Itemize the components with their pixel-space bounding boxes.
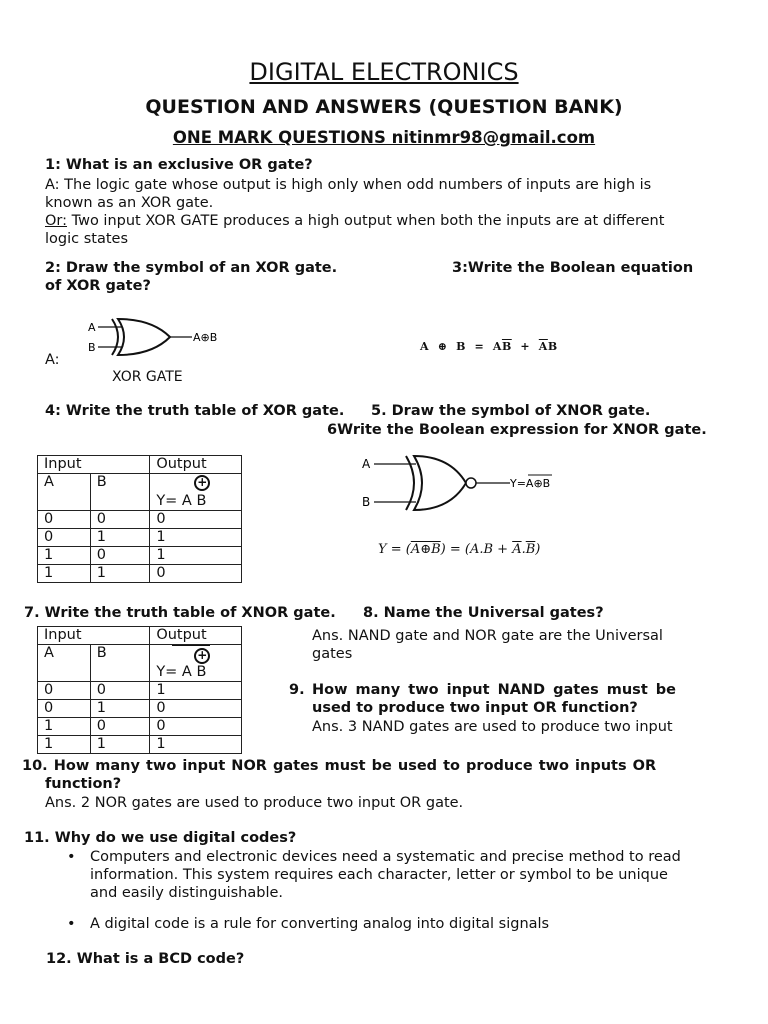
q11-question: 11. Why do we use digital codes? — [24, 830, 297, 846]
col-a-header: A — [38, 645, 91, 682]
bullet-icon: • — [67, 849, 76, 865]
cell: 0 — [90, 547, 150, 565]
q3-question-line2: of XOR gate? — [45, 278, 151, 294]
xor-symbol-icon: + — [194, 475, 210, 491]
cell: 1 — [150, 682, 242, 700]
xor-input-a: A — [88, 321, 96, 334]
table-row — [38, 682, 242, 700]
cell: 0 — [38, 682, 91, 700]
q5-question: 5. Draw the symbol of XNOR gate. — [371, 403, 651, 419]
xor-output-label: A⊕B — [193, 331, 218, 344]
cell: 0 — [150, 718, 242, 736]
xor-input-b: B — [88, 341, 96, 354]
table-row — [38, 718, 242, 736]
q9-question-line1: How many two input NAND gates must be — [312, 682, 677, 698]
col-b-header: B — [90, 474, 150, 511]
y-header — [150, 645, 242, 682]
cell: 0 — [90, 682, 150, 700]
q6-question: 6Write the Boolean expression for XNOR gate. — [327, 422, 707, 438]
cell: 1 — [90, 529, 150, 547]
table-row — [38, 700, 242, 718]
cell: 1 — [38, 736, 91, 754]
q1-answer-line1: A: The logic gate whose output is high only when odd numbers of inputs are high is — [45, 177, 652, 193]
q10-question-line1: 10. How many two input NOR gates must be used to produce two inputs OR — [22, 758, 657, 774]
q8-question: 8. Name the Universal gates? — [363, 605, 604, 621]
q1-or-text: Two input XOR GATE produces a high output when both the inputs are at different — [67, 213, 665, 229]
bullet-icon: • — [67, 916, 76, 932]
q8-answer-line2: gates — [312, 646, 353, 662]
col-b-header: B — [90, 645, 150, 682]
q10-answer: Ans. 2 NOR gates are used to produce two input OR gate. — [45, 795, 464, 811]
cell: 1 — [38, 547, 91, 565]
q11-bullet1-line1: Computers and electronic devices need a systematic and precise method to read — [90, 849, 681, 865]
overbar — [172, 645, 210, 646]
cell: 0 — [90, 511, 150, 529]
cell: 0 — [150, 511, 242, 529]
section-heading: ONE MARK QUESTIONS nitinmr98@gmail.com — [172, 128, 596, 147]
q7-question: 7. Write the truth table of XNOR gate. — [24, 605, 336, 621]
table-row — [38, 547, 242, 565]
cell: 1 — [150, 529, 242, 547]
q9-question-line2: used to produce two input OR function? — [312, 700, 638, 716]
xnor-expression: Y = (A⊕B) = $(A.B + \overline{A}.\overline{B})$ — [378, 542, 541, 557]
q10-question-line2: function? — [45, 776, 122, 792]
page-subtitle: QUESTION AND ANSWERS (QUESTION BANK) — [145, 96, 623, 118]
q11-bullet2: A digital code is a rule for converting analog into digital signals — [90, 916, 550, 932]
cell: 0 — [150, 565, 242, 583]
q3-question-line1: 3:Write the Boolean equation — [452, 260, 694, 276]
table-subheader-row — [38, 474, 242, 511]
cell: 1 — [150, 547, 242, 565]
y-label: Y= A B — [156, 664, 207, 680]
y-label: Y= A B — [156, 493, 207, 509]
q2-answer-label: A: — [45, 352, 60, 368]
table-row — [38, 736, 242, 754]
table-row — [38, 511, 242, 529]
cell: 1 — [90, 700, 150, 718]
table-header-row — [38, 627, 242, 645]
xor-gate-caption: XOR GATE — [112, 369, 183, 385]
input-header: Input — [38, 627, 150, 645]
q1-or-line2: logic states — [45, 231, 128, 247]
xor-gate-icon — [84, 313, 234, 363]
output-header: Output — [150, 456, 242, 474]
q1-question: 1: What is an exclusive OR gate? — [45, 157, 313, 173]
q1-answer-line2: known as an XOR gate. — [45, 195, 214, 211]
cell: 1 — [90, 736, 150, 754]
cell: 1 — [150, 736, 242, 754]
q12-question: 12. What is a BCD code? — [46, 951, 245, 967]
cell: 1 — [38, 718, 91, 736]
col-a-header: A — [38, 474, 91, 511]
input-header: Input — [38, 456, 150, 474]
xor-equation: A ⊕ $B = A\overline{B} + \overline{A}B$ — [420, 340, 558, 353]
table-subheader-row — [38, 645, 242, 682]
page-title: DIGITAL ELECTRONICS — [249, 58, 519, 86]
q1-or-line1 — [45, 212, 664, 230]
q8-answer-line1: Ans. NAND gate and NOR gate are the Universal — [312, 628, 663, 644]
cell: 0 — [150, 700, 242, 718]
xnor-input-b: B — [362, 495, 371, 509]
xnor-truth-table — [37, 626, 242, 754]
q2-question: 2: Draw the symbol of an XOR gate. — [45, 260, 338, 276]
q11-bullet1-line3: and easily distinguishable. — [90, 885, 284, 901]
q9-answer: Ans. 3 NAND gates are used to produce two input — [312, 719, 673, 735]
cell: 1 — [38, 565, 91, 583]
xnor-input-a: A — [362, 457, 371, 471]
table-row — [38, 565, 242, 583]
cell: 1 — [90, 565, 150, 583]
output-header: Output — [150, 627, 242, 645]
xnor-output-label: Y=A⊕B — [510, 477, 551, 490]
cell: 0 — [38, 529, 91, 547]
cell: 0 — [90, 718, 150, 736]
xnor-gate-icon — [360, 450, 560, 516]
q9-number: 9. — [289, 682, 305, 698]
xnor-symbol-icon: + — [194, 648, 210, 664]
cell: 0 — [38, 511, 91, 529]
cell: 0 — [38, 700, 91, 718]
q4-question: 4: Write the truth table of XOR gate. — [45, 403, 345, 419]
or-label: Or: — [45, 213, 68, 229]
q11-bullet1-line2: information. This system requires each character, letter or symbol to be unique — [90, 867, 668, 883]
table-header-row — [38, 456, 242, 474]
xor-truth-table — [37, 455, 242, 583]
y-header — [150, 474, 242, 511]
table-row — [38, 529, 242, 547]
